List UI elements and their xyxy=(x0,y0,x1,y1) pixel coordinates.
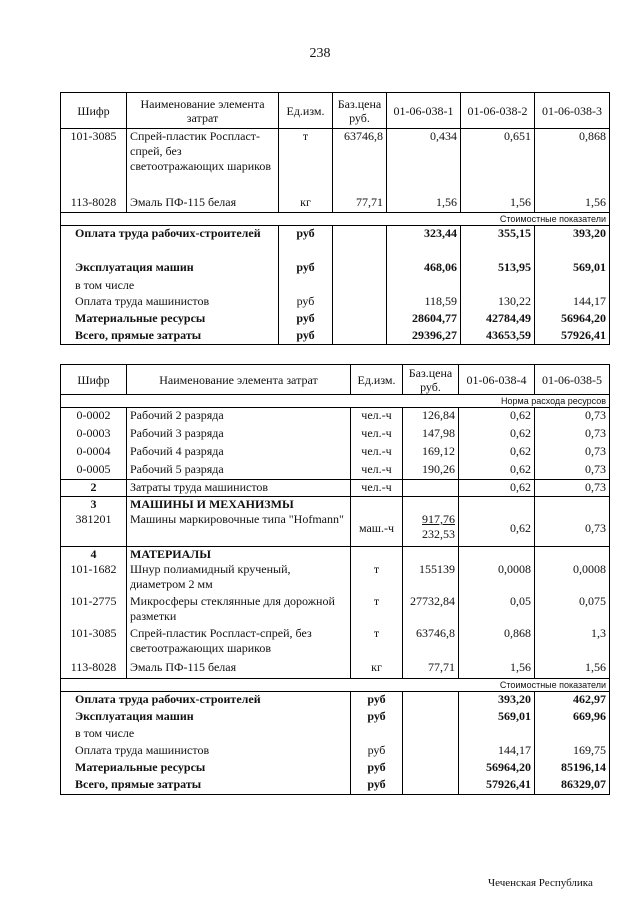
row-code: 101-1682 xyxy=(61,562,127,594)
summary-unit: руб xyxy=(279,294,333,311)
header-col-2: 01-06-038-5 xyxy=(535,365,610,395)
header-base-price: Баз.цена руб. xyxy=(403,365,459,395)
summary-label: Оплата труда машинистов xyxy=(61,294,279,311)
row-price-cell xyxy=(403,512,459,546)
section-row xyxy=(61,497,610,513)
summary-value-1: 56964,20 xyxy=(459,760,535,777)
row-value-2: 0,0008 xyxy=(535,562,610,594)
row-unit: кг xyxy=(351,660,403,678)
summary-value-2: 130,22 xyxy=(461,294,535,311)
row-unit: чел.-ч xyxy=(351,444,403,462)
row-value-1: 0,62 xyxy=(459,512,535,546)
summary-label: Всего, прямые затраты xyxy=(61,328,279,345)
row-name: Спрей-пластик Роспласт-спрей, без светоотражающих шариков xyxy=(127,626,351,660)
section-row xyxy=(61,480,610,497)
summary-value-1: 323,44 xyxy=(387,226,461,260)
summary-value-2: 513,95 xyxy=(461,260,535,278)
section-value-2: 0,73 xyxy=(535,480,610,497)
row-unit: чел.-ч xyxy=(351,408,403,426)
summary-label: Оплата труда рабочих-строителей xyxy=(61,691,351,709)
row-value-2: 0,651 xyxy=(461,129,535,195)
row-value-1: 0,434 xyxy=(387,129,461,195)
section-name: МАШИНЫ И МЕХАНИЗМЫ xyxy=(127,497,351,513)
summary-unit: руб xyxy=(279,328,333,345)
row-unit: кг xyxy=(279,195,333,213)
row-price: 917,76 xyxy=(422,512,455,526)
row-value-3: 0,868 xyxy=(535,129,610,195)
header-name: Наименование элемента затрат xyxy=(127,93,279,129)
row-value-1: 1,56 xyxy=(387,195,461,213)
summary-label: Материальные ресурсы xyxy=(61,760,351,777)
header-col-1: 01-06-038-4 xyxy=(459,365,535,395)
summary-row xyxy=(61,260,610,278)
section-code: 3 xyxy=(61,497,127,513)
summary-value-3: 569,01 xyxy=(535,260,610,278)
table-row xyxy=(61,426,610,444)
footer-region: Чеченская Республика xyxy=(488,877,593,889)
summary-label: Эксплуатация машин xyxy=(61,709,351,726)
summary-value-1: 144,17 xyxy=(459,743,535,760)
summary-label: Оплата труда машинистов xyxy=(61,743,351,760)
row-value-1: 0,62 xyxy=(459,426,535,444)
summary-value-1: 29396,27 xyxy=(387,328,461,345)
table-row xyxy=(61,626,610,660)
row-name: Микросферы стеклянные для дорожной разметки xyxy=(127,594,351,626)
summary-row xyxy=(61,709,610,726)
section-row xyxy=(61,546,610,562)
banner-cost: Стоимостные показатели xyxy=(61,213,610,226)
summary-value-2: 42784,49 xyxy=(461,311,535,328)
table-row xyxy=(61,562,610,594)
summary-value-2: 43653,59 xyxy=(461,328,535,345)
summary-row xyxy=(61,328,610,345)
summary-value-3: 57926,41 xyxy=(535,328,610,345)
row-price: 147,98 xyxy=(403,426,459,444)
row-name: Рабочий 4 разряда xyxy=(127,444,351,462)
summary-row xyxy=(61,726,610,743)
row-value-1: 0,62 xyxy=(459,462,535,480)
table-row xyxy=(61,594,610,626)
row-name: Рабочий 2 разряда xyxy=(127,408,351,426)
row-code: 0-0003 xyxy=(61,426,127,444)
summary-unit: руб xyxy=(279,226,333,260)
row-value-1: 0,868 xyxy=(459,626,535,660)
row-name: Рабочий 3 разряда xyxy=(127,426,351,444)
summary-value-2: 169,75 xyxy=(535,743,610,760)
summary-row xyxy=(61,691,610,709)
summary-value-2: 355,15 xyxy=(461,226,535,260)
summary-label: в том числе xyxy=(61,278,279,294)
row-unit: т xyxy=(351,626,403,660)
row-code: 101-3085 xyxy=(61,626,127,660)
row-price: 27732,84 xyxy=(403,594,459,626)
row-code: 113-8028 xyxy=(61,195,127,213)
row-code: 0-0005 xyxy=(61,462,127,480)
row-name: Эмаль ПФ-115 белая xyxy=(127,195,279,213)
summary-unit: руб xyxy=(351,760,403,777)
table-row xyxy=(61,660,610,678)
row-value-2: 0,73 xyxy=(535,426,610,444)
summary-value-2: 462,97 xyxy=(535,691,610,709)
summary-value-1: 468,06 xyxy=(387,260,461,278)
table-row xyxy=(61,444,610,462)
row-value-1: 0,62 xyxy=(459,408,535,426)
row-value-2: 0,73 xyxy=(535,512,610,546)
row-name: Спрей-пластик Роспласт-спрей, без светоотражающих шариков xyxy=(127,129,279,195)
summary-label: Оплата труда рабочих-строителей xyxy=(61,226,279,260)
banner-cost: Стоимостные показатели xyxy=(61,678,610,691)
header-col-2: 01-06-038-2 xyxy=(461,93,535,129)
summary-value-2: 86329,07 xyxy=(535,777,610,794)
summary-unit: руб xyxy=(351,743,403,760)
summary-unit: руб xyxy=(351,777,403,794)
row-value-2: 1,56 xyxy=(461,195,535,213)
summary-unit: руб xyxy=(351,691,403,709)
row-unit: т xyxy=(351,594,403,626)
summary-row xyxy=(61,278,610,294)
banner-row xyxy=(61,213,610,226)
row-value-1: 0,05 xyxy=(459,594,535,626)
section-value-1: 0,62 xyxy=(459,480,535,497)
table-header xyxy=(61,365,610,395)
summary-value-1: 393,20 xyxy=(459,691,535,709)
row-unit: т xyxy=(351,562,403,594)
header-col-1: 01-06-038-1 xyxy=(387,93,461,129)
summary-value-1: 569,01 xyxy=(459,709,535,726)
table-row xyxy=(61,129,610,195)
row-price: 169,12 xyxy=(403,444,459,462)
banner-row xyxy=(61,395,610,408)
summary-unit: руб xyxy=(279,260,333,278)
summary-row xyxy=(61,226,610,260)
row-value-1: 1,56 xyxy=(459,660,535,678)
row-price: 63746,8 xyxy=(403,626,459,660)
row-value-2: 1,56 xyxy=(535,660,610,678)
table-row xyxy=(61,512,610,546)
header-code: Шифр xyxy=(61,365,127,395)
summary-value-1: 118,59 xyxy=(387,294,461,311)
summary-value-3: 144,17 xyxy=(535,294,610,311)
summary-value-3: 56964,20 xyxy=(535,311,610,328)
row-value-2: 0,73 xyxy=(535,462,610,480)
row-code: 113-8028 xyxy=(61,660,127,678)
summary-unit: руб xyxy=(279,311,333,328)
resource-table-2 xyxy=(60,364,610,795)
row-price: 190,26 xyxy=(403,462,459,480)
resource-table-1 xyxy=(60,92,610,345)
header-unit: Ед.изм. xyxy=(279,93,333,129)
summary-unit: руб xyxy=(351,709,403,726)
summary-label: Эксплуатация машин xyxy=(61,260,279,278)
summary-row xyxy=(61,294,610,311)
row-unit: чел.-ч xyxy=(351,426,403,444)
table-row xyxy=(61,408,610,426)
summary-label: Материальные ресурсы xyxy=(61,311,279,328)
row-unit: чел.-ч xyxy=(351,462,403,480)
section-name: Затраты труда машинистов xyxy=(127,480,351,497)
row-value-1: 0,62 xyxy=(459,444,535,462)
row-price: 155139 xyxy=(403,562,459,594)
row-code: 0-0004 xyxy=(61,444,127,462)
summary-label: в том числе xyxy=(61,726,351,743)
summary-label: Всего, прямые затраты xyxy=(61,777,351,794)
row-value-1: 0,0008 xyxy=(459,562,535,594)
section-code: 4 xyxy=(61,546,127,562)
summary-row xyxy=(61,760,610,777)
summary-value-2: 85196,14 xyxy=(535,760,610,777)
row-price: 126,84 xyxy=(403,408,459,426)
section-code: 2 xyxy=(61,480,127,497)
row-price: 63746,8 xyxy=(333,129,387,195)
summary-value-1: 28604,77 xyxy=(387,311,461,328)
table-row xyxy=(61,195,610,213)
row-name: Машины маркировочные типа "Hofmann" xyxy=(127,512,351,546)
banner-norm: Норма расхода ресурсов xyxy=(61,395,610,408)
header-code: Шифр xyxy=(61,93,127,129)
row-code: 0-0002 xyxy=(61,408,127,426)
row-unit: маш.-ч xyxy=(351,512,403,546)
summary-value-1: 57926,41 xyxy=(459,777,535,794)
section-name: МАТЕРИАЛЫ xyxy=(127,546,351,562)
header-name: Наименование элемента затрат xyxy=(127,365,351,395)
row-code: 101-2775 xyxy=(61,594,127,626)
page-number: 238 xyxy=(309,46,331,61)
row-code: 381201 xyxy=(61,512,127,546)
row-price: 77,71 xyxy=(333,195,387,213)
row-price: 77,71 xyxy=(403,660,459,678)
section-unit: чел.-ч xyxy=(351,480,403,497)
summary-value-2: 669,96 xyxy=(535,709,610,726)
row-value-2: 1,3 xyxy=(535,626,610,660)
summary-row xyxy=(61,743,610,760)
summary-row xyxy=(61,311,610,328)
row-name: Эмаль ПФ-115 белая xyxy=(127,660,351,678)
header-col-3: 01-06-038-3 xyxy=(535,93,610,129)
banner-row xyxy=(61,678,610,691)
row-value-3: 1,56 xyxy=(535,195,610,213)
row-name: Шнур полиамидный крученый, диаметром 2 мм xyxy=(127,562,351,594)
summary-row xyxy=(61,777,610,794)
table-header xyxy=(61,93,610,129)
row-price-machinist: 232,53 xyxy=(422,527,455,541)
row-name: Рабочий 5 разряда xyxy=(127,462,351,480)
table-row xyxy=(61,462,610,480)
row-value-2: 0,075 xyxy=(535,594,610,626)
header-base-price: Баз.цена руб. xyxy=(333,93,387,129)
row-unit: т xyxy=(279,129,333,195)
row-code: 101-3085 xyxy=(61,129,127,195)
summary-value-3: 393,20 xyxy=(535,226,610,260)
row-value-2: 0,73 xyxy=(535,408,610,426)
header-unit: Ед.изм. xyxy=(351,365,403,395)
row-value-2: 0,73 xyxy=(535,444,610,462)
